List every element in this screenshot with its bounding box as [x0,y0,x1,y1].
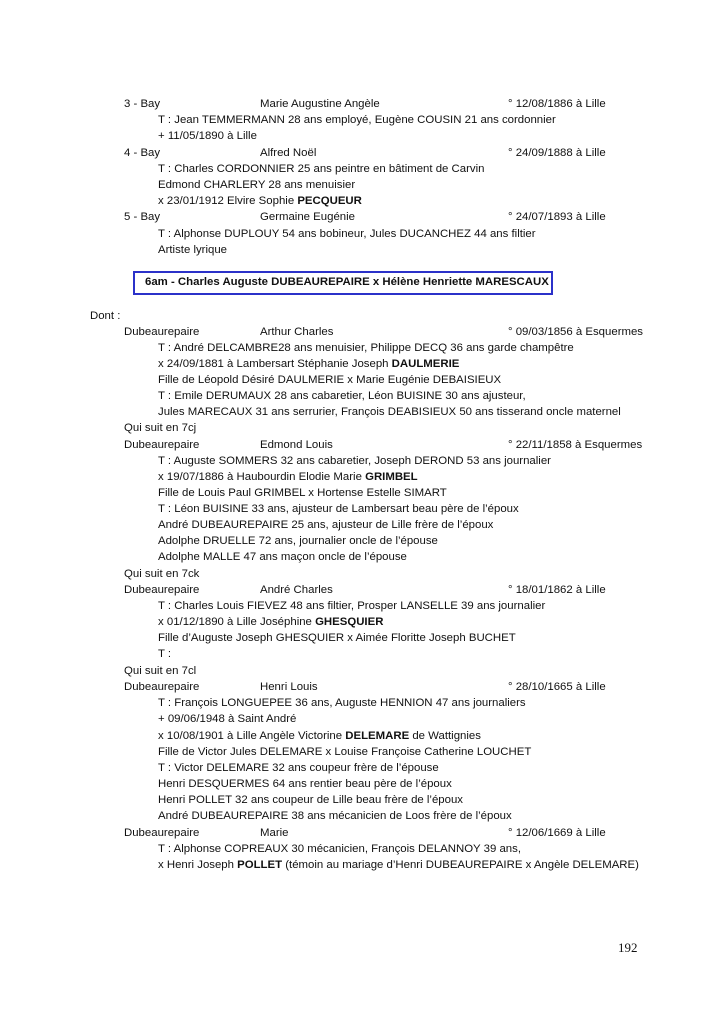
entry-detail: T : Léon BUISINE 33 ans, ajusteur de Lambersart beau père de l’époux [158,503,519,515]
detail-text: x Henri Joseph [158,859,238,871]
entry-detail [158,615,383,630]
entry-birth: ° 28/10/1665 à Lille [508,681,606,693]
entry-detail: T : Victor DELEMARE 32 ans coupeur frère de l’épouse [158,762,439,774]
entry-detail: Jules MARECAUX 31 ans serrurier, François DEABISIEUX 50 ans tisserand oncle maternel [158,406,621,418]
entry-name: Dubeaurepaire [124,326,200,338]
detail-text: x 19/07/1886 à Haubourdin Elodie Marie [158,471,366,483]
section-title-box [133,271,553,295]
entry-given-names: Alfred Noël [260,147,317,159]
entry-detail [158,729,481,744]
entry-birth: ° 22/11/1858 à Esquermes [508,439,643,451]
entry-detail: T : Alphonse COPREAUX 30 mécanicien, François DELANNOY 39 ans, [158,843,521,855]
continuation-note: Qui suit en 7ck [124,568,200,580]
dont-label: Dont : [90,310,121,322]
entry-detail: André DUBEAUREPAIRE 25 ans, ajusteur de Lille frère de l’époux [158,519,494,531]
entry-given-names: Marie [260,827,289,839]
page-number: 192 [618,940,638,955]
entry-given-names: Edmond Louis [260,439,333,451]
entry-detail: T : Auguste SOMMERS 32 ans cabaretier, Joseph DEROND 53 ans journalier [158,455,551,467]
entry-name: Dubeaurepaire [124,681,200,693]
spouse-surname: POLLET [237,859,283,871]
entry-name: 4 - Bay [124,147,161,159]
detail-text: x 10/08/1901 à Lille Angèle Victorine [158,730,346,742]
entry-detail: T : Alphonse DUPLOUY 54 ans bobineur, Jules DUCANCHEZ 44 ans filtier [158,228,536,240]
continuation-note: Qui suit en 7cj [124,422,197,434]
entry-detail: + 09/06/1948 à Saint André [158,713,297,725]
detail-text: x 01/12/1890 à Lille Joséphine [158,616,316,628]
entry-detail: T : Charles CORDONNIER 25 ans peintre en bâtiment de Carvin [158,163,485,175]
entry-detail: T : François LONGUEPEE 36 ans, Auguste HENNION 47 ans journaliers [158,697,526,709]
entry-detail: Adolphe DRUELLE 72 ans, journalier oncle de l’épouse [158,535,438,547]
entry-birth: ° 09/03/1856 à Esquermes [508,326,644,338]
entry-birth: ° 24/09/1888 à Lille [508,147,606,159]
entry-detail: Artiste lyrique [158,244,228,256]
entry-detail [158,357,459,372]
entry-detail: T : Charles Louis FIEVEZ 48 ans filtier, Prosper LANSELLE 39 ans journalier [158,600,546,612]
entry-detail [158,194,362,209]
spouse-surname: GHESQUIER [315,616,384,628]
entry-birth: ° 18/01/1862 à Lille [508,584,606,596]
section-title: 6am - Charles Auguste DUBEAUREPAIRE x Hélène Henriette MARESCAUX [145,276,549,288]
entry-detail: T : André DELCAMBRE28 ans menuisier, Philippe DECQ 36 ans garde champêtre [158,342,574,354]
entry-given-names: Marie Augustine Angèle [260,98,380,110]
detail-text: de Wattignies [409,730,481,742]
spouse-surname: DAULMERIE [391,358,460,370]
entry-name: 5 - Bay [124,211,161,223]
entry-given-names: André Charles [260,584,333,596]
spouse-surname: GRIMBEL [365,471,418,483]
entry-detail: André DUBEAUREPAIRE 38 ans mécanicien de Loos frère de l’époux [158,810,512,822]
entry-detail: Henri DESQUERMES 64 ans rentier beau père de l’époux [158,778,452,790]
detail-text: (témoin au mariage d’Henri DUBEAUREPAIRE x Angèle DELEMARE) [282,859,639,871]
entry-given-names: Henri Louis [260,681,318,693]
entry-detail: Adolphe MALLE 47 ans maçon oncle de l’épouse [158,551,407,563]
entry-detail [158,858,639,873]
entry-given-names: Arthur Charles [260,326,334,338]
entry-detail: Fille d’Auguste Joseph GHESQUIER x Aimée Floritte Joseph BUCHET [158,632,516,644]
entry-detail [158,470,418,485]
entry-detail: + 11/05/1890 à Lille [158,130,257,142]
entry-birth: ° 12/06/1669 à Lille [508,827,606,839]
spouse-surname: PECQUEUR [297,195,362,207]
entry-detail: T : [158,648,172,660]
entry-detail: T : Jean TEMMERMANN 28 ans employé, Eugène COUSIN 21 ans cordonnier [158,114,556,126]
entry-detail: Fille de Louis Paul GRIMBEL x Hortense Estelle SIMART [158,487,447,499]
entry-name: Dubeaurepaire [124,439,200,451]
entry-given-names: Germaine Eugénie [260,211,355,223]
entry-name: Dubeaurepaire [124,827,200,839]
detail-text: x 24/09/1881 à Lambersart Stéphanie Joseph [158,358,392,370]
entry-name: Dubeaurepaire [124,584,200,596]
entry-name: 3 - Bay [124,98,161,110]
detail-text: x 23/01/1912 Elvire Sophie [158,195,298,207]
spouse-surname: DELEMARE [345,730,410,742]
entry-detail: Fille de Léopold Désiré DAULMERIE x Marie Eugénie DEBAISIEUX [158,374,502,386]
entry-detail: T : Emile DERUMAUX 28 ans cabaretier, Léon BUISINE 30 ans ajusteur, [158,390,526,402]
entry-detail: Henri POLLET 32 ans coupeur de Lille beau frère de l’époux [158,794,463,806]
entry-birth: ° 24/07/1893 à Lille [508,211,606,223]
entry-detail: Edmond CHARLERY 28 ans menuisier [158,179,356,191]
continuation-note: Qui suit en 7cl [124,665,197,677]
entry-detail: Fille de Victor Jules DELEMARE x Louise Françoise Catherine LOUCHET [158,746,532,758]
entry-birth: ° 12/08/1886 à Lille [508,98,606,110]
